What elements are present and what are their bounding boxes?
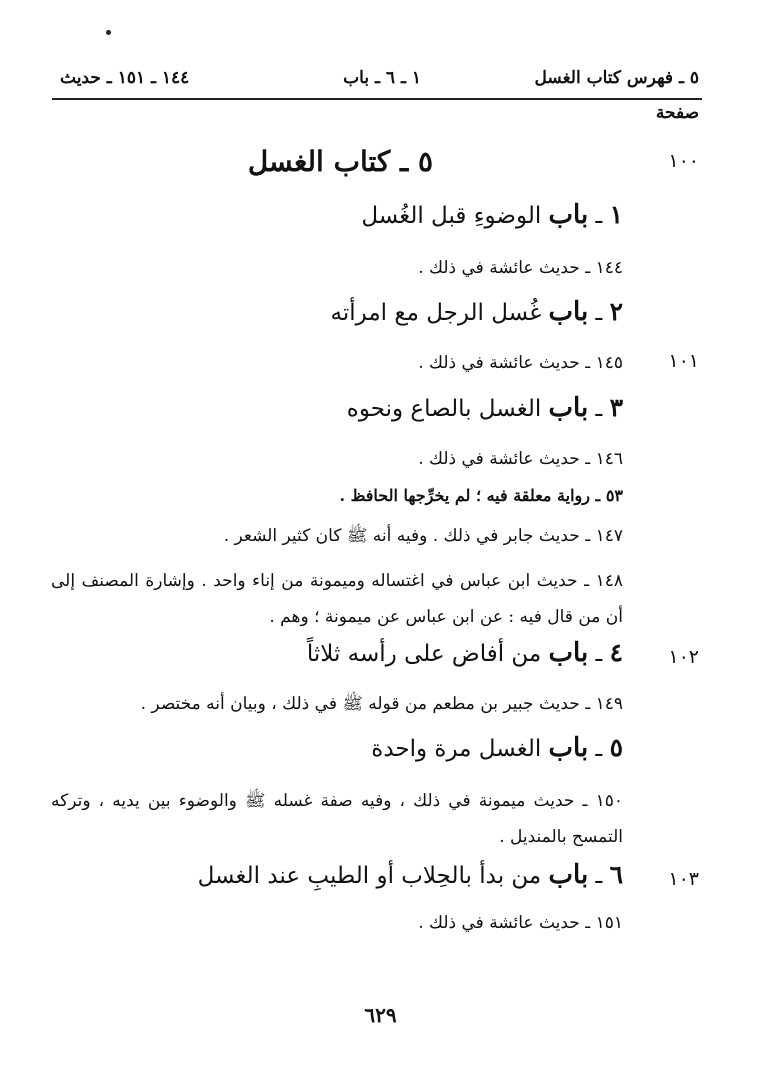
- bab-number: ١: [609, 200, 623, 229]
- bab-title: الغسل بالصاع ونحوه: [346, 396, 542, 422]
- dash: ـ: [588, 863, 610, 889]
- bab-word: باب: [548, 297, 589, 327]
- bab-word: باب: [548, 393, 589, 423]
- hadith-147: ١٤٧ ـ حديث جابر في ذلك . وفيه أنه ﷺ كان كثير الشعر .: [223, 526, 623, 546]
- page-number-103: ١٠٣: [668, 868, 699, 890]
- bab-number: ٦: [609, 860, 623, 889]
- bab-word: باب: [548, 200, 589, 230]
- riwaya-53: ٥٣ ـ رواية معلقة فيه ؛ لم يخرِّجها الحافظ .: [339, 486, 623, 505]
- page-number-100: ١٠٠: [668, 150, 699, 172]
- bab-word: باب: [548, 860, 589, 890]
- bab-3-heading: [347, 393, 623, 423]
- hadith-151: ١٥١ ـ حديث عائشة في ذلك .: [418, 913, 623, 933]
- bab-number: ٤: [609, 638, 623, 667]
- dash: ـ: [588, 203, 610, 229]
- dash: ـ: [588, 736, 610, 762]
- bab-title: من أفاض على رأسه ثلاثاً: [306, 641, 542, 667]
- page-column-label: صفحة: [655, 103, 699, 123]
- bab-2-heading: [331, 297, 623, 327]
- bab-number: ٥: [609, 733, 623, 762]
- bab-word: باب: [548, 733, 589, 763]
- bab-number: ٢: [609, 297, 623, 326]
- header-rule: [52, 98, 702, 100]
- bab-title: الوضوءِ قبل الغُسل: [361, 203, 542, 229]
- hadith-146: ١٤٦ ـ حديث عائشة في ذلك .: [418, 449, 623, 469]
- hadith-149: ١٤٩ ـ حديث جبير بن مطعم من قوله ﷺ في ذلك ، وبيان أنه مختصر .: [140, 694, 623, 714]
- book-title: ٥ ـ كتاب الغسل: [247, 145, 433, 178]
- running-header-left: ١٤٤ ـ ١٥١ ـ حديث: [60, 68, 190, 88]
- bab-1-heading: [361, 200, 623, 230]
- running-header-center: ١ ـ ٦ ـ باب: [343, 68, 421, 88]
- hadith-148: ١٤٨ ـ حديث ابن عباس في اغتساله وميمونة من إناء واحد . وإشارة المصنف إلى أن من قال فيه : عن ابن عباس عن ميمونة ؛ وهم .: [51, 571, 623, 627]
- folio-number: ٦٢٩: [364, 1003, 397, 1027]
- bab-number: ٣: [609, 393, 623, 422]
- page-number-102: ١٠٢: [668, 646, 699, 668]
- hadith-150: ١٥٠ ـ حديث ميمونة في ذلك ، وفيه صفة غسله ﷺ والوضوء بين يديه ، وتركه التمسح بالمنديل .: [51, 791, 623, 847]
- bab-title: الغسل مرة واحدة: [371, 736, 542, 762]
- ink-dot: [106, 30, 111, 35]
- dash: ـ: [588, 300, 610, 326]
- bab-4-heading: [307, 638, 623, 668]
- dash: ـ: [588, 396, 610, 422]
- hadith-144: ١٤٤ ـ حديث عائشة في ذلك .: [418, 258, 623, 278]
- bab-6-heading: [198, 860, 623, 890]
- bab-title: غُسل الرجل مع امرأته: [330, 300, 542, 326]
- hadith-145: ١٤٥ ـ حديث عائشة في ذلك .: [418, 353, 623, 373]
- page-number-101: ١٠١: [668, 350, 699, 372]
- bab-word: باب: [548, 638, 589, 668]
- bab-5-heading: [371, 733, 623, 763]
- running-header-right: ٥ ـ فهرس كتاب الغسل: [534, 68, 699, 88]
- bab-title: من بدأ بالحِلاب أو الطيبِ عند الغسل: [197, 863, 542, 889]
- dash: ـ: [588, 641, 610, 667]
